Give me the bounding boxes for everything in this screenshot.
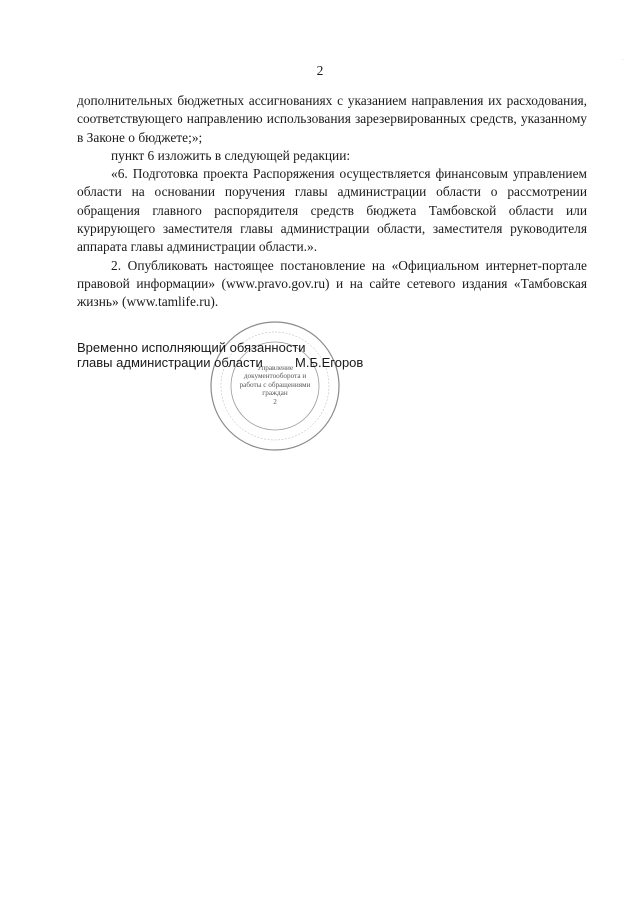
signatory-title-line1: Временно исполняющий обязанности (77, 340, 306, 355)
signature-block (77, 340, 364, 370)
signatory-name: М.Б.Егоров (295, 355, 364, 370)
document-body (77, 92, 587, 312)
paragraph-publication: 2. Опубликовать настоящее постановление на «Официальном интернет-портале правовой информации» (www.pravo.gov.ru) и на сайте сетевого издания «Тамбовская жизнь» (www.tamlife.ru). (77, 257, 587, 310)
paragraph-clause-6-intro: пункт 6 изложить в следующей редакции: (111, 147, 351, 163)
paragraph-clause-6: «6. Подготовка проекта Распоряжения осуществляется финансовым управлением области на основании поручения главы администрации области о рассмотрении обращения главного распорядителя средств бюджета Тамбовской области или курирующего заместителя главы администрации области, заместителя руководителя аппарата главы администрации области.». (77, 166, 587, 255)
margin-mark: · (622, 58, 624, 63)
stamp-center-text: Управление документооборота и работы с обращениями граждан 2 (239, 364, 311, 406)
paragraph-continuation: дополнительных бюджетных ассигнованиях с указанием направления их расходования, соответствующего направлению использования зарезервированных средств, указанному в Законе о бюджете;»; (77, 93, 587, 145)
signatory-title-line2: главы администрации области (77, 355, 263, 370)
page-number: 2 (316, 63, 324, 78)
